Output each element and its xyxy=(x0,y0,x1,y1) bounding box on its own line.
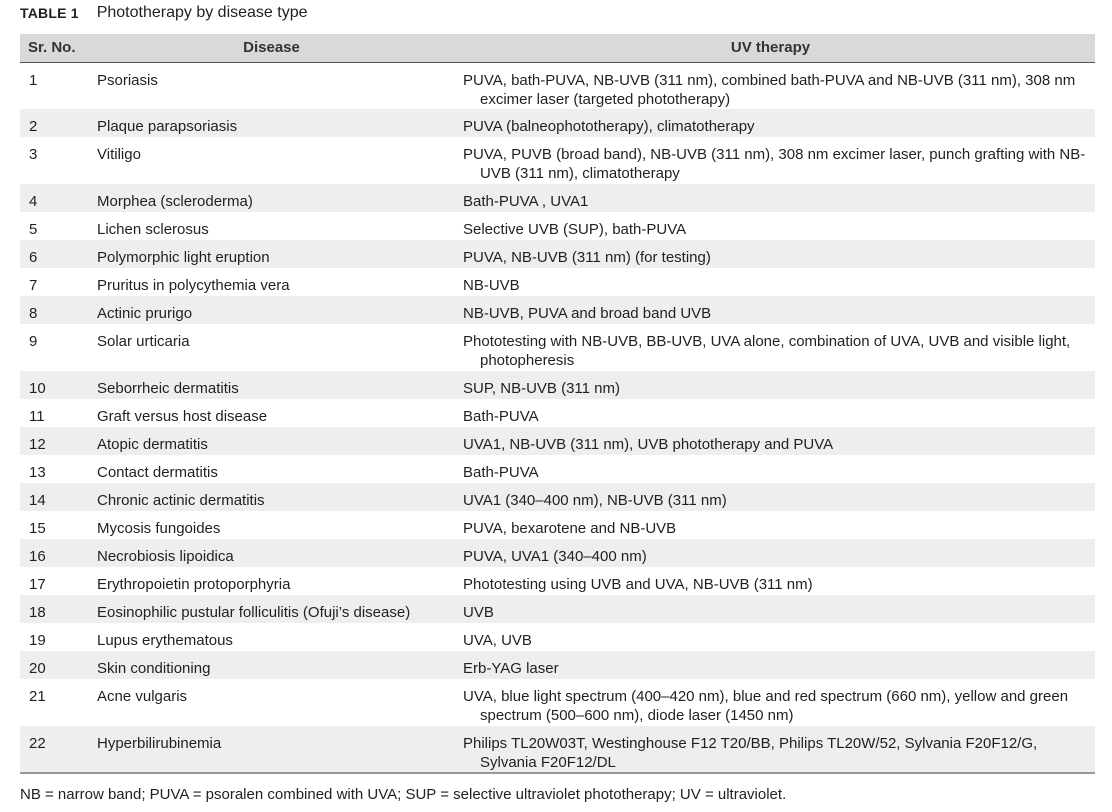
table-row xyxy=(20,595,1095,623)
table-row xyxy=(20,483,1095,511)
uv-therapy-text: Erb-YAG laser xyxy=(463,660,559,677)
disease-cell: Mycosis fungoides xyxy=(97,520,221,537)
column-header-uv-therapy: UV therapy xyxy=(446,34,1095,62)
sr-no-cell: 20 xyxy=(29,660,46,677)
uv-therapy-text: UVA, UVB xyxy=(463,632,532,649)
uv-therapy-cell xyxy=(446,324,1095,371)
uv-therapy-cell xyxy=(446,62,1095,109)
table-row xyxy=(20,268,1095,296)
uv-therapy-text: PUVA, bath-PUVA, NB-UVB (311 nm), combined bath-PUVA and NB-UVB (311 nm), 308 nm excimer laser (targeted phototherapy) xyxy=(463,71,1076,108)
disease-cell: Chronic actinic dermatitis xyxy=(97,492,265,509)
sr-no-cell: 7 xyxy=(29,277,38,294)
uv-therapy-text: Bath-PUVA xyxy=(463,408,539,425)
uv-therapy-text: NB-UVB xyxy=(463,277,520,294)
uv-therapy-cell xyxy=(446,651,1095,679)
uv-therapy-cell xyxy=(446,184,1095,212)
uv-therapy-cell xyxy=(446,483,1095,511)
uv-therapy-text: UVA1, NB-UVB (311 nm), UVB phototherapy and PUVA xyxy=(463,436,834,453)
disease-cell: Necrobiosis lipoidica xyxy=(97,548,234,565)
table-row xyxy=(20,651,1095,679)
sr-no-cell: 13 xyxy=(29,464,46,481)
table-row xyxy=(20,371,1095,399)
sr-no-cell: 10 xyxy=(29,380,46,397)
sr-no-cell: 15 xyxy=(29,520,46,537)
uv-therapy-cell xyxy=(446,399,1095,427)
uv-therapy-text: PUVA, bexarotene and NB-UVB xyxy=(463,520,677,537)
disease-cell: Vitiligo xyxy=(97,146,141,163)
table-title: Phototherapy by disease type xyxy=(96,4,308,21)
uv-therapy-cell xyxy=(446,455,1095,483)
uv-therapy-text: PUVA (balneophototherapy), climatotherapy xyxy=(463,118,755,135)
uv-therapy-cell xyxy=(446,427,1095,455)
uv-therapy-cell xyxy=(446,539,1095,567)
table-row xyxy=(20,623,1095,651)
table-row xyxy=(20,137,1095,184)
sr-no-cell: 2 xyxy=(29,118,38,135)
sr-no-cell: 18 xyxy=(29,604,46,621)
table-caption xyxy=(20,0,1095,28)
uv-therapy-text: PUVA, UVA1 (340–400 nm) xyxy=(463,548,647,565)
table-row xyxy=(20,511,1095,539)
table-row xyxy=(20,62,1095,109)
disease-cell: Seborrheic dermatitis xyxy=(97,380,239,397)
uv-therapy-text: Selective UVB (SUP), bath-PUVA xyxy=(463,221,687,238)
table-row xyxy=(20,567,1095,595)
table-row xyxy=(20,296,1095,324)
uv-therapy-cell xyxy=(446,726,1095,773)
disease-cell: Hyperbilirubinemia xyxy=(97,735,222,752)
uv-therapy-text: UVB xyxy=(463,604,494,621)
disease-cell: Pruritus in polycythemia vera xyxy=(97,277,290,294)
sr-no-cell: 21 xyxy=(29,688,46,705)
sr-no-cell: 6 xyxy=(29,249,38,266)
uv-therapy-cell xyxy=(446,240,1095,268)
uv-therapy-cell xyxy=(446,511,1095,539)
disease-cell: Skin conditioning xyxy=(97,660,211,677)
table-row xyxy=(20,212,1095,240)
uv-therapy-cell xyxy=(446,109,1095,137)
sr-no-cell: 14 xyxy=(29,492,46,509)
disease-cell: Atopic dermatitis xyxy=(97,436,208,453)
sr-no-cell: 11 xyxy=(29,408,45,425)
sr-no-cell: 17 xyxy=(29,576,46,593)
sr-no-cell: 9 xyxy=(29,333,38,350)
disease-cell: Lupus erythematous xyxy=(97,632,233,649)
column-header-disease: Disease xyxy=(97,34,446,62)
table-row xyxy=(20,726,1095,773)
table-row xyxy=(20,109,1095,137)
column-header-sr-no: Sr. No. xyxy=(20,34,97,62)
table-row xyxy=(20,399,1095,427)
table-row xyxy=(20,240,1095,268)
sr-no-cell: 12 xyxy=(29,436,46,453)
table-row xyxy=(20,679,1095,726)
disease-cell: Polymorphic light eruption xyxy=(97,249,270,266)
uv-therapy-cell xyxy=(446,371,1095,399)
uv-therapy-cell xyxy=(446,137,1095,184)
disease-cell: Graft versus host disease xyxy=(97,408,268,425)
table-row xyxy=(20,427,1095,455)
disease-cell: Erythropoietin protoporphyria xyxy=(97,576,291,593)
sr-no-cell: 4 xyxy=(29,193,38,210)
uv-therapy-cell xyxy=(446,567,1095,595)
sr-no-cell: 3 xyxy=(29,146,38,163)
disease-cell: Plaque parapsoriasis xyxy=(97,118,238,135)
disease-cell: Lichen sclerosus xyxy=(97,221,209,238)
uv-therapy-text: Bath-PUVA xyxy=(463,464,539,481)
uv-therapy-text: Phototesting using UVB and UVA, NB-UVB (311 nm) xyxy=(463,576,813,593)
disease-cell: Morphea (scleroderma) xyxy=(97,193,253,210)
header-row xyxy=(20,34,1095,62)
uv-therapy-text: PUVA, PUVB (broad band), NB-UVB (311 nm), 308 nm excimer laser, punch grafting with NB-UVB (311 nm), climatotherapy xyxy=(463,146,1086,182)
disease-cell: Acne vulgaris xyxy=(97,688,188,705)
uv-therapy-text: Philips TL20W03T, Westinghouse F12 T20/BB, Philips TL20W/52, Sylvania F20F12/G, Sylvania F20F12/DL xyxy=(463,735,1038,771)
uv-therapy-text: UVA1 (340–400 nm), NB-UVB (311 nm) xyxy=(463,492,727,509)
uv-therapy-cell xyxy=(446,679,1095,726)
sr-no-cell: 19 xyxy=(29,632,46,649)
table-row xyxy=(20,324,1095,371)
sr-no-cell: 5 xyxy=(29,221,38,238)
uv-therapy-cell xyxy=(446,212,1095,240)
disease-cell: Actinic prurigo xyxy=(97,305,193,322)
table-container xyxy=(20,0,1095,771)
uv-therapy-cell xyxy=(446,595,1095,623)
uv-therapy-text: UVA, blue light spectrum (400–420 nm), blue and red spectrum (660 nm), yellow and green spectrum (500–600 nm), diode laser (1450 nm) xyxy=(463,688,1069,724)
uv-therapy-cell xyxy=(446,623,1095,651)
sr-no-cell: 8 xyxy=(29,305,38,322)
uv-therapy-text: NB-UVB, PUVA and broad band UVB xyxy=(463,305,712,322)
sr-no-cell: 22 xyxy=(29,735,46,752)
phototherapy-table xyxy=(20,34,1095,774)
sr-no-cell: 16 xyxy=(29,548,46,565)
uv-therapy-cell xyxy=(446,296,1095,324)
uv-therapy-text: Phototesting with NB-UVB, BB-UVB, UVA alone, combination of UVA, UVB and visible light, photopheresis xyxy=(463,333,1071,369)
disease-cell: Psoriasis xyxy=(97,71,158,89)
uv-therapy-cell xyxy=(446,268,1095,296)
disease-cell: Solar urticaria xyxy=(97,333,190,350)
disease-cell: Eosinophilic pustular folliculitis (Ofuji’s disease) xyxy=(97,604,411,621)
table-row xyxy=(20,455,1095,483)
uv-therapy-text: PUVA, NB-UVB (311 nm) (for testing) xyxy=(463,249,711,266)
table-row xyxy=(20,539,1095,567)
table-row xyxy=(20,184,1095,212)
table-header xyxy=(20,34,1095,62)
disease-cell: Contact dermatitis xyxy=(97,464,218,481)
table-label: TABLE 1 xyxy=(20,5,79,21)
table-footnote: NB = narrow band; PUVA = psoralen combined with UVA; SUP = selective ultraviolet phototherapy; UV = ultraviolet. xyxy=(20,786,787,803)
uv-therapy-text: SUP, NB-UVB (311 nm) xyxy=(463,380,620,397)
sr-no-cell: 1 xyxy=(29,71,38,89)
table-body xyxy=(20,62,1095,773)
uv-therapy-text: Bath-PUVA , UVA1 xyxy=(463,193,589,210)
